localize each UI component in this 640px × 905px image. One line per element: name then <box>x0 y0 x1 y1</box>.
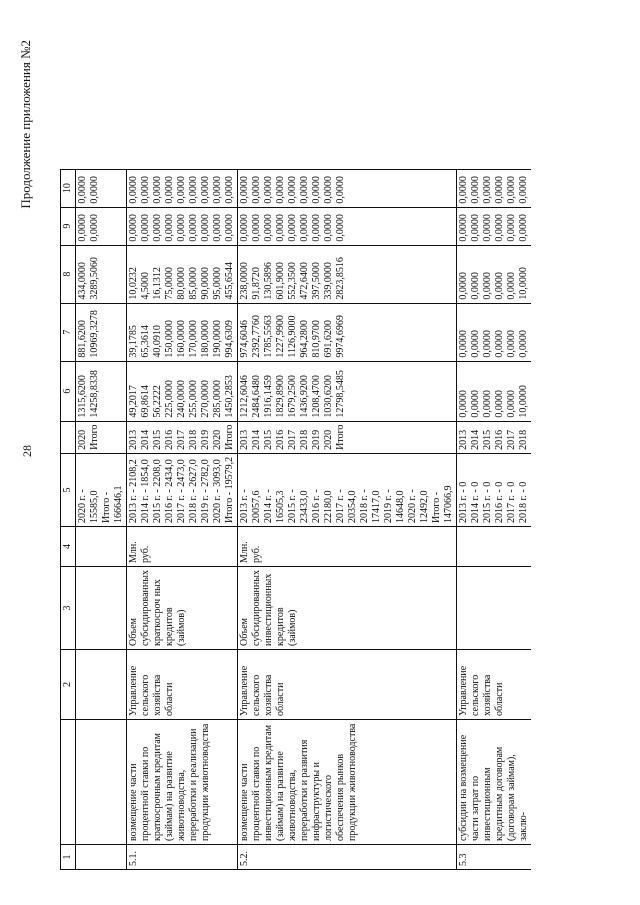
table-row <box>76 169 127 869</box>
period-text: 2014 г. - 0 <box>470 481 481 524</box>
col-header-7: 7 <box>61 303 76 361</box>
col-header-5: 5 <box>61 453 76 526</box>
period-text: 2018 г. - 0 <box>518 481 529 524</box>
year-cell: 2018 <box>518 429 529 450</box>
value-cell: 0,0000 <box>287 176 298 204</box>
col-header-2: 2 <box>61 650 76 720</box>
value-cell: 0,0000 <box>482 176 493 204</box>
period-text: 2020 г. - <box>77 489 88 524</box>
value-cell: 0,0000 <box>251 214 262 242</box>
period-text: 2018 г. - 2627,0 <box>188 459 199 524</box>
period-text: 17417,0 <box>371 490 382 524</box>
value-cell: 0,0000 <box>299 176 310 204</box>
value-cell: 0,0000 <box>518 176 529 204</box>
period-text: 147066,9 <box>443 485 454 524</box>
value-cell: 1126,9000 <box>287 315 298 358</box>
value-cell: 190,0000 <box>212 320 223 358</box>
value-cell: 0,0000 <box>140 214 151 242</box>
period-text: 2015 г. - 2208,0 <box>152 459 163 524</box>
value-cell: 0,0000 <box>482 330 493 358</box>
year-cell: 2019 <box>200 429 211 450</box>
value-cell: 40,0910 <box>152 325 163 358</box>
appendix-title: Продолжение приложения №2 <box>18 40 33 209</box>
value-cell: 1208,4700 <box>311 375 322 418</box>
value-cell: 10,0232 <box>128 267 139 300</box>
period-text: 2015 г. - <box>287 489 298 524</box>
value-cell: 91,8720 <box>251 267 262 300</box>
value-cell: 1212,6046 <box>239 375 250 418</box>
period-text: 2016 г. - <box>311 489 322 524</box>
table-body <box>76 169 532 869</box>
value-cell: 0,0000 <box>176 214 187 242</box>
value-cell: 0,0000 <box>311 214 322 242</box>
period-text: 2017 г. - <box>335 489 346 524</box>
col-header-6a <box>61 421 76 453</box>
executor: Управление сельского хозяйства области <box>127 650 238 720</box>
year-cell: Итого <box>224 424 235 450</box>
year-cell: 2013 <box>128 429 139 450</box>
value-cell: 130,5896 <box>263 262 274 300</box>
unit: Млн. руб. <box>238 527 457 567</box>
row-number: 5.1. <box>127 845 238 870</box>
year-cell: 2015 <box>152 429 163 450</box>
year-cell: 2013 <box>458 429 469 450</box>
value-cell: 0,0000 <box>275 176 286 204</box>
period-text: 22180,0 <box>323 490 334 524</box>
value-cell: 1227,9900 <box>275 315 286 358</box>
period-text: 2020 г. - <box>407 489 418 524</box>
value-cell: 95,0000 <box>212 267 223 300</box>
value-cell: 0,0000 <box>128 176 139 204</box>
value-cell: 0,0000 <box>494 272 505 300</box>
value-cell: 270,0000 <box>200 380 211 418</box>
value-cell: 0,0000 <box>482 272 493 300</box>
value-cell: 0,0000 <box>128 214 139 242</box>
year-cell: 2020 <box>323 429 334 450</box>
period-text: 2015 г. - 0 <box>482 481 493 524</box>
period-text: Итого - 19579,2 <box>224 456 235 524</box>
value-cell: 455,6544 <box>224 262 235 300</box>
value-cell: 0,0000 <box>212 176 223 204</box>
value-cell: 0,0000 <box>482 214 493 242</box>
period-text: 14648,0 <box>395 490 406 524</box>
unit <box>457 527 532 567</box>
value-cell: 0,0000 <box>335 176 346 204</box>
value-cell: 10,0000 <box>518 385 529 418</box>
col-header-8: 8 <box>61 245 76 303</box>
page-number: 28 <box>20 445 34 457</box>
value-cell: 1785,5563 <box>263 315 274 358</box>
value-cell: 65,3614 <box>140 325 151 358</box>
value-cell: 0,0000 <box>335 214 346 242</box>
col-header-1b <box>61 720 76 845</box>
value-cell: 4,5000 <box>140 272 151 300</box>
period-text: 20057,6 <box>251 490 262 524</box>
value-cell: 14258,8338 <box>89 370 100 418</box>
value-cell: 552,3500 <box>287 262 298 300</box>
year-cell: 2016 <box>275 429 286 450</box>
executor: Управление сельского хозяйства области <box>457 650 532 720</box>
value-cell: 0,0000 <box>518 330 529 358</box>
column-number-row <box>61 169 76 869</box>
value-cell: 0,0000 <box>188 214 199 242</box>
period-text: 2018 г. - <box>359 489 370 524</box>
value-cell: 255,0000 <box>188 380 199 418</box>
table-row <box>127 169 238 869</box>
period-text: 2019 г. - 2782,0 <box>200 459 211 524</box>
col-header-1: 1 <box>61 845 76 870</box>
value-cell: 0,0000 <box>164 176 175 204</box>
year-cell: 2018 <box>188 429 199 450</box>
period-text: 23433,0 <box>299 490 310 524</box>
value-cell: 339,0000 <box>323 262 334 300</box>
period-text: 2014 г. - 1854,0 <box>140 459 151 524</box>
value-cell: 1450,2853 <box>224 375 235 418</box>
value-cell: 0,0000 <box>494 330 505 358</box>
value-cell: 0,0000 <box>506 390 517 418</box>
value-cell: 0,0000 <box>200 176 211 204</box>
year-cell: 2014 <box>140 429 151 450</box>
value-cell: 1679,2500 <box>287 375 298 418</box>
value-cell: 0,0000 <box>251 176 262 204</box>
value-cell: 472,6400 <box>299 262 310 300</box>
value-cell: 0,0000 <box>299 214 310 242</box>
value-cell: 0,0000 <box>224 176 235 204</box>
value-cell: 69,8614 <box>140 385 151 418</box>
value-cell: 0,0000 <box>188 176 199 204</box>
period-text: 2013 г. - <box>239 489 250 524</box>
period-text: 15585,0 <box>89 490 100 524</box>
value-cell: 0,0000 <box>323 214 334 242</box>
table-row <box>457 169 532 869</box>
value-cell: 0,0000 <box>224 214 235 242</box>
period-text: 2016 г. - 0 <box>494 481 505 524</box>
value-cell: 240,0000 <box>176 380 187 418</box>
period-text: 20354,0 <box>347 490 358 524</box>
value-cell: 0,0000 <box>164 214 175 242</box>
period-text: 2017 г. - 2473,0 <box>176 459 187 524</box>
value-cell: 2484,6480 <box>251 375 262 418</box>
value-cell: 0,0000 <box>494 390 505 418</box>
year-cell: 2019 <box>311 429 322 450</box>
value-cell: 2392,7760 <box>251 315 262 358</box>
period-text: 2020 г. - 3093,0 <box>212 459 223 524</box>
period-text: 2019 г. - <box>383 489 394 524</box>
value-cell: 881,6200 <box>77 320 88 358</box>
period-text: 166646,1 <box>113 485 124 524</box>
year-cell: 2017 <box>287 429 298 450</box>
value-cell: 0,0000 <box>458 272 469 300</box>
value-cell: 0,0000 <box>458 330 469 358</box>
value-cell: 56,2222 <box>152 385 163 418</box>
value-cell: 0,0000 <box>506 272 517 300</box>
row-number: 5.2. <box>238 845 457 870</box>
measure-description: возмещение части процентной ставки по инвестиционным кредитам (займам) на развитие животноводства, переработки и развития инфраструктуры и логистического обеспечения рынков продукции животноводства <box>238 720 457 845</box>
value-cell: 10,0000 <box>518 267 529 300</box>
value-cell: 0,0000 <box>518 214 529 242</box>
value-cell: 1030,6200 <box>323 375 334 418</box>
value-cell: 75,0000 <box>164 267 175 300</box>
value-cell: 160,0000 <box>176 320 187 358</box>
value-cell: 170,0000 <box>188 320 199 358</box>
value-cell: 12798,5485 <box>335 370 346 418</box>
value-cell: 0,0000 <box>152 176 163 204</box>
value-cell: 974,6046 <box>239 320 250 358</box>
measure-description: возмещение части процентной ставки по краткосрочным кредитам (займам) на развитие животноводства, переработки и реализации продукции животноводства <box>127 720 238 845</box>
value-cell: 85,0000 <box>188 267 199 300</box>
value-cell: 0,0000 <box>275 214 286 242</box>
year-cell: 2020 <box>212 429 223 450</box>
year-cell: 2014 <box>251 429 262 450</box>
col-header-4: 4 <box>61 527 76 567</box>
value-cell: 397,5000 <box>311 262 322 300</box>
year-cell: 2015 <box>482 429 493 450</box>
indicator <box>457 567 532 650</box>
value-cell: 285,0000 <box>212 380 223 418</box>
value-cell: 0,0000 <box>152 214 163 242</box>
value-cell: 810,9700 <box>311 320 322 358</box>
unit: Млн. руб. <box>127 527 238 567</box>
value-cell: 0,0000 <box>323 176 334 204</box>
value-cell: 601,9000 <box>275 262 286 300</box>
value-cell: 0,0000 <box>239 214 250 242</box>
year-cell: 2016 <box>164 429 175 450</box>
value-cell: 0,0000 <box>263 214 274 242</box>
col-header-6: 6 <box>61 361 76 421</box>
period-text: 2014 г. - <box>263 489 274 524</box>
year-cell: 2017 <box>176 429 187 450</box>
value-cell: 225,0000 <box>164 380 175 418</box>
value-cell: 2823,8516 <box>335 257 346 300</box>
value-cell: 691,6200 <box>323 320 334 358</box>
indicator: Объем субсидированных краткосроч ных кредитов (займов) <box>127 567 238 650</box>
value-cell: 0,0000 <box>494 214 505 242</box>
value-cell: 0,0000 <box>470 272 481 300</box>
period-text: 2013 г. - 0 <box>458 481 469 524</box>
value-cell: 180,0000 <box>200 320 211 358</box>
value-cell: 0,0000 <box>470 390 481 418</box>
period-text: Итого - <box>101 491 112 524</box>
value-cell: 0,0000 <box>77 214 88 242</box>
year-cell: Итого <box>89 424 100 450</box>
value-cell: 0,0000 <box>89 214 100 242</box>
value-cell: 0,0000 <box>176 176 187 204</box>
year-cell: 2020 <box>77 429 88 450</box>
period-text: 2016 г. - 2434,0 <box>164 459 175 524</box>
value-cell: 0,0000 <box>458 176 469 204</box>
value-cell: 0,0000 <box>470 176 481 204</box>
measure-description: субсидии на возмещение части затрат по инвестиционным кредитным договорам (договорам займам), заклю- <box>457 720 532 845</box>
value-cell: 0,0000 <box>494 176 505 204</box>
executor: Управление сельского хозяйства области <box>238 650 457 720</box>
year-cell: 2015 <box>263 429 274 450</box>
year-cell: 2014 <box>470 429 481 450</box>
value-cell: 1916,1459 <box>263 375 274 418</box>
value-cell: 0,0000 <box>470 214 481 242</box>
year-cell: 2018 <box>299 429 310 450</box>
value-cell: 0,0000 <box>89 176 100 204</box>
value-cell: 0,0000 <box>77 176 88 204</box>
value-cell: 0,0000 <box>200 214 211 242</box>
value-cell: 0,0000 <box>311 176 322 204</box>
value-cell: 434,0000 <box>77 262 88 300</box>
value-cell: 994,6309 <box>224 320 235 358</box>
value-cell: 238,0000 <box>239 262 250 300</box>
value-cell: 16,1312 <box>152 267 163 300</box>
value-cell: 0,0000 <box>287 214 298 242</box>
value-cell: 0,0000 <box>239 176 250 204</box>
table-row <box>238 169 457 869</box>
value-cell: 964,2800 <box>299 320 310 358</box>
row-number: 5.3 <box>457 845 532 870</box>
value-cell: 0,0000 <box>482 390 493 418</box>
year-cell: 2013 <box>239 429 250 450</box>
value-cell: 0,0000 <box>506 214 517 242</box>
value-cell: 0,0000 <box>506 330 517 358</box>
period-text: 12492,0 <box>419 490 430 524</box>
value-cell: 3289,5060 <box>89 257 100 300</box>
value-cell: 10969,3278 <box>89 310 100 358</box>
value-cell: 1315,6200 <box>77 375 88 418</box>
value-cell: 0,0000 <box>458 390 469 418</box>
col-header-10: 10 <box>61 169 76 207</box>
col-header-9: 9 <box>61 207 76 245</box>
period-text: Итого - <box>431 491 442 524</box>
period-text: 16505,3 <box>275 490 286 524</box>
period-text: 2017 г. - 0 <box>506 481 517 524</box>
value-cell: 150,0000 <box>164 320 175 358</box>
year-cell: 2017 <box>506 429 517 450</box>
value-cell: 0,0000 <box>458 214 469 242</box>
col-header-3: 3 <box>61 567 76 650</box>
value-cell: 39,1785 <box>128 325 139 358</box>
value-cell: 0,0000 <box>212 214 223 242</box>
program-table <box>60 169 531 870</box>
value-cell: 9974,6969 <box>335 315 346 358</box>
value-cell: 90,0000 <box>200 267 211 300</box>
period-text: 2013 г. - 2108,2 <box>128 459 139 524</box>
value-cell: 49,2017 <box>128 385 139 418</box>
year-cell: 2016 <box>494 429 505 450</box>
year-cell: Итого <box>335 424 346 450</box>
indicator: Объем субсидированных инвестиционных кредитов (займов) <box>238 567 457 650</box>
value-cell: 0,0000 <box>506 176 517 204</box>
value-cell: 0,0000 <box>263 176 274 204</box>
value-cell: 1436,9200 <box>299 375 310 418</box>
value-cell: 0,0000 <box>470 330 481 358</box>
value-cell: 1829,8900 <box>275 375 286 418</box>
value-cell: 0,0000 <box>140 176 151 204</box>
value-cell: 80,0000 <box>176 267 187 300</box>
